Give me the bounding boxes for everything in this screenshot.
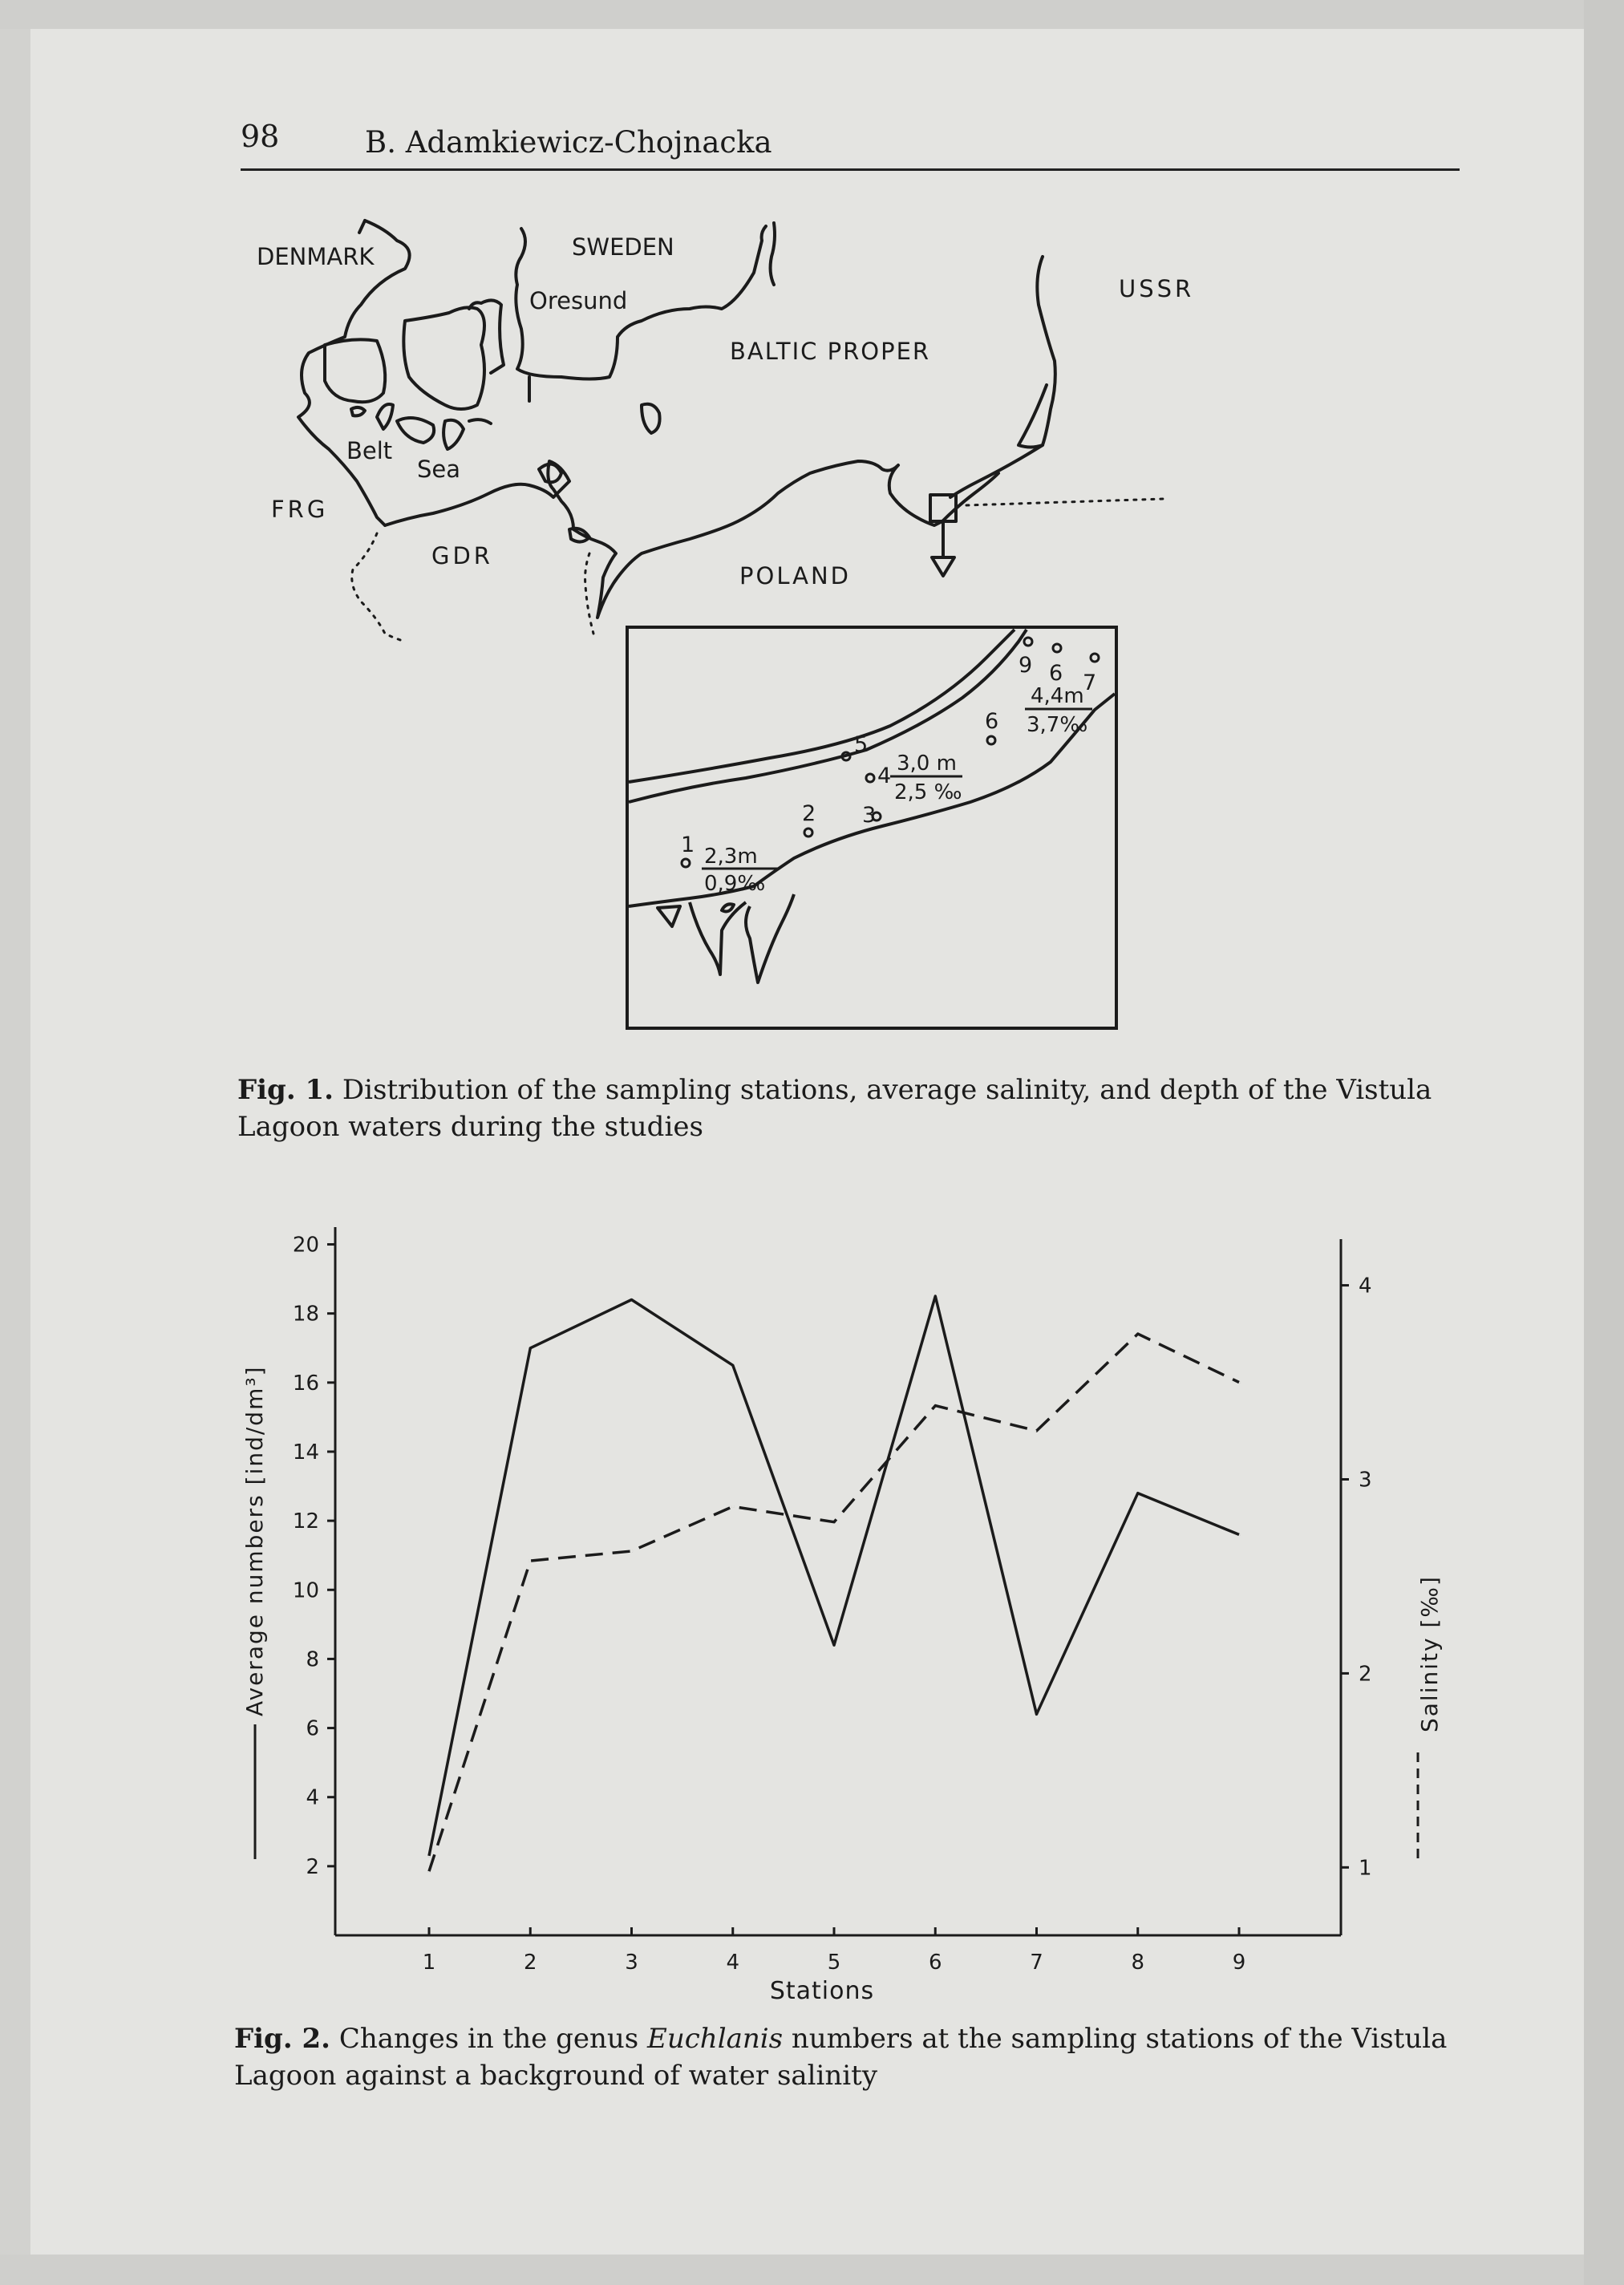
y-right-tick-label: 1 [1359, 1856, 1372, 1881]
arrow-head-icon [932, 557, 954, 576]
gdr-poland-border [585, 553, 593, 634]
x-tick-label: 8 [1131, 1951, 1145, 1975]
figure-1-text: Distribution of the sampling stations, average salinity, and depth of the Vistula Lagoon waters during the studies [237, 1074, 1432, 1143]
x-tick-label: 3 [625, 1951, 638, 1975]
x-tick-label: 4 [726, 1951, 740, 1975]
ussr-poland-border [966, 499, 1163, 505]
y-axis-left-label: Average numbers [ind/dm³] [241, 1365, 268, 1716]
y-left-tick-label: 14 [292, 1440, 319, 1465]
island-bornholm [642, 404, 660, 433]
y-right-tick-label: 4 [1359, 1274, 1372, 1298]
page-number: 98 [241, 119, 280, 154]
figure-2-text-after: numbers at the sampling stations of the Vistula Lagoon against a background of water salinity [234, 2023, 1448, 2092]
study-area-box [930, 495, 956, 521]
island-small-4 [443, 420, 464, 449]
y-left-tick-label: 2 [306, 1854, 319, 1879]
label-baltic: BALTIC PROPER [730, 338, 931, 365]
island-2 [403, 307, 484, 409]
figure-2-caption [234, 2020, 1461, 2094]
station-3: 3 [862, 803, 877, 828]
figure-2-text-before: Changes in the genus [338, 2023, 639, 2055]
label-oresund: Oresund [529, 287, 628, 314]
author-name: B. Adamkiewicz-Chojnacka [365, 125, 772, 160]
annot-2-depth: 3,0 m [897, 752, 957, 776]
island-small-5 [469, 419, 491, 423]
abundance-line-solid [429, 1296, 1239, 1856]
sweden-coast-2 [771, 223, 775, 285]
label-ussr: USSR [1119, 275, 1195, 302]
annot-1-depth: 2,3m [704, 845, 758, 869]
island-small-2 [377, 404, 393, 429]
station-2: 2 [802, 801, 816, 826]
label-denmark: DENMARK [257, 243, 375, 270]
figure-1-map [0, 0, 1624, 1059]
station-9: 9 [1019, 653, 1033, 678]
x-tick-label: 1 [422, 1951, 436, 1975]
label-belt: Belt [346, 437, 393, 464]
island-1 [325, 339, 385, 402]
y-left-tick-label: 6 [306, 1716, 319, 1741]
curonian-spit [950, 445, 1043, 497]
lagoon-north-shore [629, 630, 1027, 802]
x-tick-label: 7 [1030, 1951, 1043, 1975]
figure-1-caption [237, 1072, 1464, 1145]
station-5: 5 [854, 732, 869, 757]
label-frg: FRG [271, 496, 329, 523]
y-left-tick-label: 10 [292, 1578, 319, 1603]
station-1: 1 [681, 833, 695, 857]
delta-arm-1 [690, 902, 746, 974]
figure-1-label: Fig. 1. [237, 1074, 334, 1106]
y-left-tick-label: 18 [292, 1302, 319, 1327]
figure-2-chart [0, 1187, 1624, 2013]
annot-3-depth: 4,4m [1031, 684, 1084, 708]
delta-arm-2 [746, 894, 794, 982]
x-tick-label: 9 [1232, 1951, 1246, 1975]
salinity-line-dashed [429, 1334, 1239, 1871]
y-right-tick-label: 2 [1359, 1662, 1372, 1687]
label-sea: Sea [417, 456, 461, 483]
label-gdr: GDR [431, 542, 493, 569]
y-left-tick-label: 12 [292, 1509, 319, 1534]
annot-2-salinity: 2,5 ‰ [894, 780, 962, 804]
label-sweden: SWEDEN [572, 233, 674, 261]
ussr-coast [1019, 257, 1055, 448]
x-tick-label: 2 [523, 1951, 537, 1975]
south-coast [385, 461, 942, 618]
x-tick-label: 6 [928, 1951, 942, 1975]
station-4: 4 [877, 764, 892, 788]
label-poland: POLAND [739, 562, 851, 589]
island-3 [469, 300, 504, 373]
island-small-3 [397, 418, 434, 443]
y-left-tick-label: 4 [306, 1785, 319, 1810]
y-left-tick-label: 8 [306, 1647, 319, 1672]
station-6-south: 6 [985, 709, 999, 734]
x-tick-label: 5 [827, 1951, 841, 1975]
y-axis-right-label: Salinity [‰] [1416, 1575, 1443, 1732]
figure-2-label: Fig. 2. [234, 2023, 330, 2055]
station-7: 7 [1083, 671, 1097, 695]
annot-3-salinity: 3,7‰ [1027, 713, 1088, 737]
island-small-1 [351, 407, 365, 415]
vistula-delta [658, 906, 680, 926]
x-axis-label: Stations [769, 1977, 875, 2005]
station-6-north: 6 [1049, 661, 1063, 686]
figure-2-genus: Euchlanis [647, 2023, 784, 2055]
y-left-tick-label: 20 [292, 1233, 319, 1258]
y-right-tick-label: 3 [1359, 1468, 1372, 1493]
delta-arm-3 [722, 904, 734, 911]
frg-gdr-border [352, 533, 405, 642]
scan-edge-bottom [0, 2255, 1624, 2285]
annot-1-salinity: 0,9‰ [704, 872, 766, 896]
y-left-tick-label: 16 [292, 1371, 319, 1396]
jutland-inner [359, 221, 365, 233]
